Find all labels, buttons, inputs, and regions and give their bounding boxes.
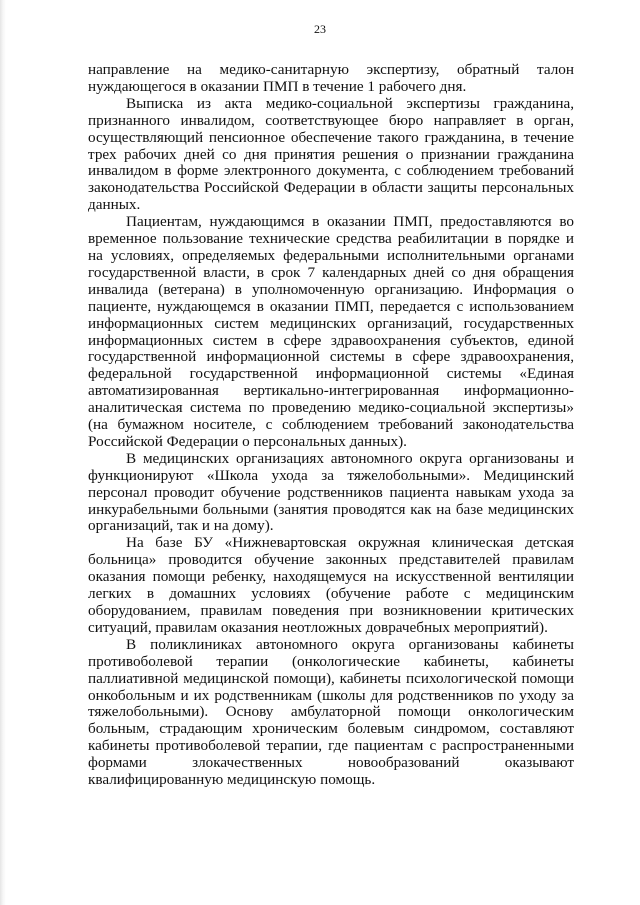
paragraph-care-school: В медицинских организациях автономного округа организованы и функционируют «Школа ухода за тяжелобольными». Медицинский персонал проводит обучение родственников пациента навыкам ухода за инкурабельными больными (занятия проводятся как на базе медицинских организаций, так и на дому). bbox=[88, 449, 574, 535]
paragraph-ventilation-training: На базе БУ «Нижневартовская окружная клиническая детская больница» проводится обучение законных представителей правилам оказания помощи ребенку, находящемуся на искусственной вентиляции легких в домашних условиях (обучение работе с медицинским оборудованием, правилам поведения при возникновении критических ситуаций, правилам оказания неотложных доврачебных мероприятий). bbox=[88, 534, 574, 636]
document-body bbox=[88, 62, 574, 789]
paragraph-mse-extract: Выписка из акта медико-социальной экспертизы гражданина, признанного инвалидом, соответствующее бюро направляет в орган, осуществляющий пенсионное обеспечение такого гражданина, в течение трех рабочих дней со дня принятия решения о признании гражданина инвалидом в форме электронного документа, с соблюдением требований законодательства Российской Федерации в области защиты персональных данных. bbox=[88, 94, 574, 214]
paragraph-pain-therapy-offices: В поликлиниках автономного округа организованы кабинеты противоболевой терапии (онкологические кабинеты, кабинеты паллиативной медицинской помощи), кабинеты психологической помощи онкобольным и их родственникам (школы для родственников по уходу за тяжелобольными). Основу амбулаторной помощи онкологическим больным, страдающим хроническим болевым синдромом, составляют кабинеты противоболевой терапии, где пациентам с распространенными формами злокачественных новообразований оказывают квалифицированную медицинскую помощь. bbox=[88, 635, 574, 789]
page-number: 23 bbox=[314, 22, 326, 36]
paragraph-rehabilitation-aids: Пациентам, нуждающимся в оказании ПМП, предоставляются во временное пользование технические средства реабилитации в порядке и на условиях, определяемых федеральными исполнительными органами государственной власти, в срок 7 календарных дней со дня обращения инвалида (ветерана) в уполномоченную организацию. Информация о пациенте, нуждающемся в оказании ПМП, передается с использованием информационных систем медицинских организаций, государственных информационных систем в сфере здравоохранения субъектов, единой государственной информационной системы в сфере здравоохранения, федеральной государственной информационной системы «Единая автоматизированная вертикально-интегрированная информационно-аналитическая система по проведению медико-социальной экспертизы» (на бумажном носителе, с соблюдением требований законодательства Российской Федерации о персональных данных). bbox=[88, 213, 574, 450]
paragraph-continued: направление на медико-санитарную экспертизу, обратный талон нуждающегося в оказании ПМП в течение 1 рабочего дня. bbox=[88, 61, 574, 95]
scan-edge-shadow bbox=[0, 0, 6, 905]
